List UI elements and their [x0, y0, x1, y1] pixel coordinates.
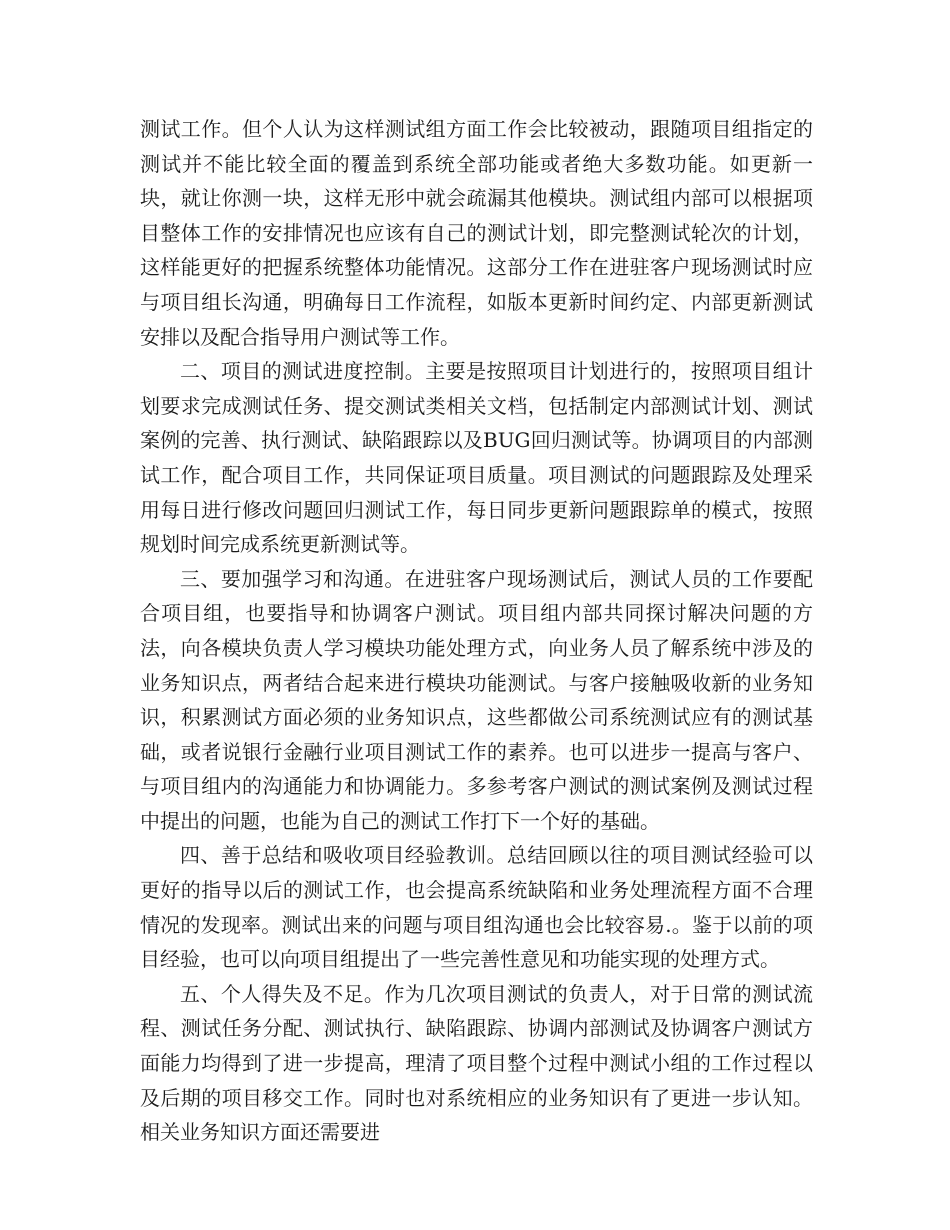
paragraph-personal-gains: 五、个人得失及不足。作为几次项目测试的负责人，对于日常的测试流程、测试任务分配、测试执行、缺陷跟踪、协调内部测试及协调客户测试方面能力均得到了进一步提高，理清了项目整个过程中测试小组的工作过程以及后期的项目移交工作。同时也对系统相应的业务知识有了更进一步认知。相关业务知识方面还需要进	[140, 981, 813, 1145]
paragraph-learning-communication: 三、要加强学习和沟通。在进驻客户现场测试后，测试人员的工作要配合项目组，也要指导和协调客户测试。项目组内部共同探讨解决问题的方法，向各模块负责人学习模块功能处理方式，向业务人员了解系统中涉及的业务知识点，两者结合起来进行模块功能测试。与客户接触吸收新的业务知识，积累测试方面必须的业务知识点，这些都做公司系统测试应有的测试基础，或者说银行金融行业项目测试工作的素养。也可以进步一提高与客户、与项目组内的沟通能力和协调能力。多参考客户测试的测试案例及测试过程中提出的问题，也能为自己的测试工作打下一个好的基础。	[140, 566, 813, 833]
paragraph-continuation: 测试工作。但个人认为这样测试组方面工作会比较被动，跟随项目组指定的测试并不能比较全面的覆盖到系统全部功能或者绝大多数功能。如更新一块，就让你测一块，这样无形中就会疏漏其他模块。测试组内部可以根据项目整体工作的安排情况也应该有自己的测试计划，即完整测试轮次的计划，这样能更好的把握系统整体功能情况。这部分工作在进驻客户现场测试时应与项目组长沟通，明确每日工作流程，如版本更新时间约定、内部更新测试安排以及配合指导用户测试等工作。	[140, 117, 813, 349]
paragraph-summarize-experience: 四、善于总结和吸收项目经验教训。总结回顾以往的项目测试经验可以更好的指导以后的测试工作，也会提高系统缺陷和业务处理流程方面不合理情况的发现率。测试出来的问题与项目组沟通也会比较容易.。鉴于以前的项目经验，也可以向项目组提出了一些完善性意见和功能实现的处理方式。	[140, 843, 813, 972]
paragraph-progress-control: 二、项目的测试进度控制。主要是按照项目计划进行的，按照项目组计划要求完成测试任务、提交测试类相关文档，包括制定内部测试计划、测试案例的完善、执行测试、缺陷跟踪以及BUG回归测试等。协调项目的内部测试工作，配合项目工作，共同保证项目质量。项目测试的问题跟踪及处理采用每日进行修改问题回归测试工作，每日同步更新问题跟踪单的模式，按照规划时间完成系统更新测试等。	[140, 359, 813, 557]
document-body	[140, 112, 813, 1150]
